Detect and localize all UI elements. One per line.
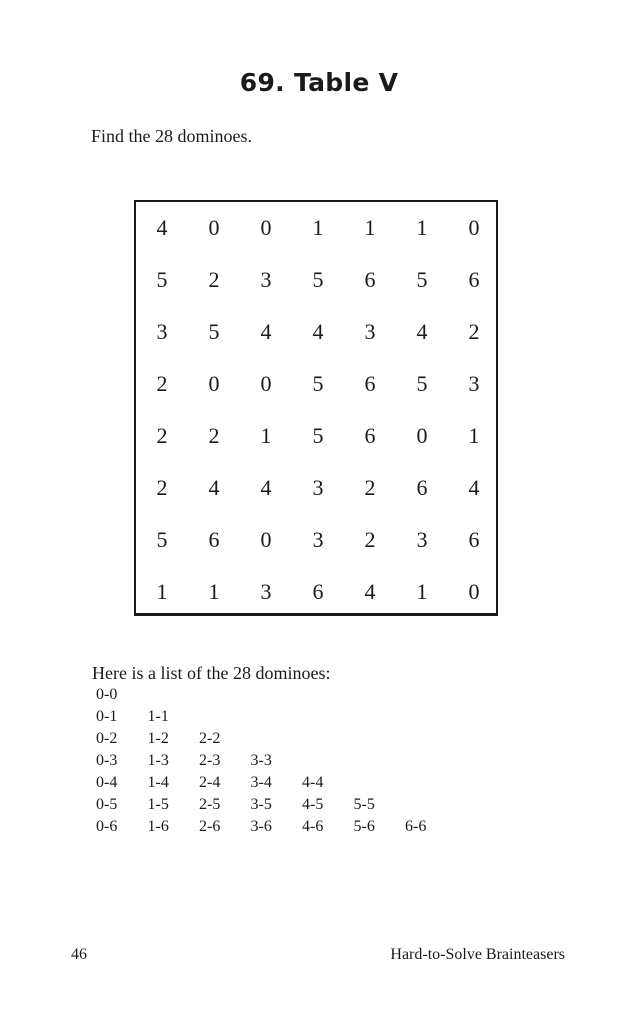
grid-cell: 3 xyxy=(312,527,324,552)
grid-cell: 0 xyxy=(468,579,480,604)
grid-cell: 1 xyxy=(156,579,168,604)
domino-item: 6-6 xyxy=(405,818,427,835)
grid-cell: 6 xyxy=(364,423,376,448)
domino-item: 5-5 xyxy=(353,796,375,813)
domino-item: 4-6 xyxy=(302,818,324,835)
grid-cell: 3 xyxy=(364,319,376,344)
grid-cell: 4 xyxy=(156,215,168,240)
grid-cell: 0 xyxy=(416,423,428,448)
grid-cell: 0 xyxy=(208,215,220,240)
grid-cell: 4 xyxy=(468,475,480,500)
grid-cell: 0 xyxy=(208,371,220,396)
grid-cell: 4 xyxy=(260,475,272,500)
grid-row xyxy=(136,514,496,566)
grid-row xyxy=(136,358,496,410)
domino-item: 1-1 xyxy=(147,708,169,725)
grid-cell: 6 xyxy=(364,267,376,292)
grid-cell: 6 xyxy=(468,267,480,292)
grid-cell: 3 xyxy=(416,527,428,552)
grid-cell: 5 xyxy=(156,267,168,292)
grid-cell: 3 xyxy=(260,579,272,604)
grid-cell: 1 xyxy=(416,215,428,240)
domino-item: 2-5 xyxy=(199,796,221,813)
grid-cell: 2 xyxy=(208,267,220,292)
domino-item: 3-3 xyxy=(250,752,272,769)
grid-cell: 5 xyxy=(312,371,324,396)
grid-cell: 2 xyxy=(364,475,376,500)
grid-row xyxy=(136,462,496,514)
grid-cell: 6 xyxy=(416,475,428,500)
domino-item: 3-4 xyxy=(250,774,272,791)
grid-cell: 4 xyxy=(208,475,220,500)
domino-item: 0-2 xyxy=(96,730,118,747)
grid-cell: 4 xyxy=(416,319,428,344)
domino-item: 0-3 xyxy=(96,752,118,769)
grid-cell: 3 xyxy=(156,319,168,344)
grid-cell: 1 xyxy=(468,423,480,448)
grid-cell: 4 xyxy=(364,579,376,604)
grid-cell: 2 xyxy=(364,527,376,552)
grid-cell: 5 xyxy=(312,267,324,292)
number-grid xyxy=(134,200,498,616)
domino-item: 2-2 xyxy=(199,730,221,747)
grid-row xyxy=(136,254,496,306)
domino-item: 0-0 xyxy=(96,686,118,703)
grid-cell: 2 xyxy=(156,371,168,396)
page-title: 69. Table V xyxy=(239,68,399,97)
grid-cell: 0 xyxy=(260,527,272,552)
domino-list-intro: Here is a list of the 28 dominoes: xyxy=(92,663,331,683)
domino-item: 2-6 xyxy=(199,818,221,835)
grid-cell: 3 xyxy=(312,475,324,500)
domino-item: 1-3 xyxy=(147,752,169,769)
grid-row xyxy=(136,566,496,618)
grid-cell: 2 xyxy=(156,423,168,448)
grid-cell: 1 xyxy=(416,579,428,604)
grid-cell: 5 xyxy=(156,527,168,552)
grid-cell: 6 xyxy=(312,579,324,604)
domino-item: 0-5 xyxy=(96,796,118,813)
grid-cell: 6 xyxy=(468,527,480,552)
domino-item: 0-6 xyxy=(96,818,118,835)
grid-cell: 2 xyxy=(208,423,220,448)
grid-cell: 1 xyxy=(260,423,272,448)
domino-item: 0-1 xyxy=(96,708,118,725)
grid-cell: 6 xyxy=(208,527,220,552)
grid-cell: 0 xyxy=(468,215,480,240)
grid-cell: 5 xyxy=(416,371,428,396)
domino-item: 1-2 xyxy=(147,730,169,747)
grid-cell: 1 xyxy=(364,215,376,240)
grid-cell: 3 xyxy=(468,371,480,396)
grid-cell: 5 xyxy=(312,423,324,448)
grid-row xyxy=(136,202,496,254)
running-title: Hard-to-Solve Brainteasers xyxy=(390,946,565,963)
domino-item: 4-5 xyxy=(302,796,324,813)
grid-cell: 6 xyxy=(364,371,376,396)
grid-cell: 5 xyxy=(208,319,220,344)
domino-item: 0-4 xyxy=(96,774,118,791)
grid-cell: 3 xyxy=(260,267,272,292)
domino-item: 1-6 xyxy=(147,818,169,835)
instruction-text: Find the 28 dominoes. xyxy=(91,126,252,146)
domino-item: 2-4 xyxy=(199,774,221,791)
grid-cell: 2 xyxy=(468,319,480,344)
grid-cell: 0 xyxy=(260,371,272,396)
grid-cell: 4 xyxy=(260,319,272,344)
domino-item: 1-4 xyxy=(147,774,169,791)
grid-cell: 2 xyxy=(156,475,168,500)
domino-item: 5-6 xyxy=(353,818,375,835)
grid-row xyxy=(136,410,496,462)
domino-item: 3-6 xyxy=(250,818,272,835)
grid-row xyxy=(136,306,496,358)
domino-item: 4-4 xyxy=(302,774,324,791)
grid-cell: 0 xyxy=(260,215,272,240)
grid-cell: 1 xyxy=(312,215,324,240)
domino-item: 1-5 xyxy=(147,796,169,813)
grid-cell: 4 xyxy=(312,319,324,344)
grid-cell: 5 xyxy=(416,267,428,292)
grid-cell: 1 xyxy=(208,579,220,604)
domino-item: 2-3 xyxy=(199,752,221,769)
page-number: 46 xyxy=(71,946,87,963)
domino-item: 3-5 xyxy=(250,796,272,813)
